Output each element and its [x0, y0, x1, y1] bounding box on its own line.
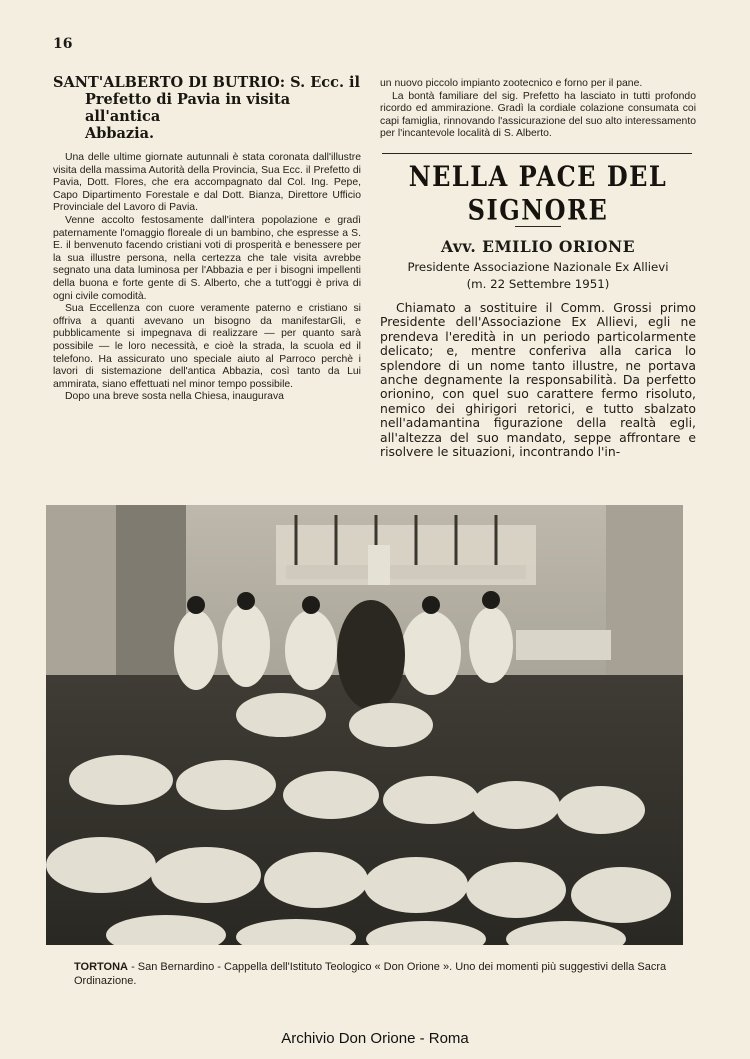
obituary-section-title: NELLA PACE DEL SIGNORE — [408, 159, 668, 227]
right-column — [380, 78, 696, 459]
article-headline — [53, 74, 361, 142]
obituary-date: (m. 22 Settembre 1951) — [466, 276, 610, 291]
article-paragraph: Sua Eccellenza con cuore veramente paterno e cristiano si offriva a quanti avevano un bisogno da manifestarGli, e pubblicamente si impegnava di realizzare — per quanto sarà possibile — le loro necessità, e cioè la strada, la scuola ed il telefono. Ha assicurato uno speciale aiuto al Parroco perchè i lavori di sistemazione dell'antica Abbazia, così tanto da Lui ammirata, siano effettuati nel minor tempo possibile. — [53, 303, 361, 390]
photo-caption — [74, 960, 674, 988]
headline-line-2: Prefetto di Pavia in visita all'antica — [85, 91, 291, 125]
ordination-photo — [46, 505, 683, 945]
section-divider — [382, 153, 692, 154]
article-paragraph: Una delle ultime giornate autunnali è stata coronata dall'illustre visita della massima Autorità della Provincia, Sua Ecc. il Prefetto di Pavia, Dott. Flores, che era accompagnato dal Col. Ing. Pepe, Capo Dipartimento Forestale e dal Dott. Bianza, Direttore Ufficio Provinciale del Lavoro di Pavia. — [53, 152, 361, 214]
obituary-role: Presidente Associazione Nazionale Ex Allievi — [407, 259, 669, 274]
article-continuation: La bontà familiare del sig. Prefetto ha lasciato in tutti profondo ricordo ed ammirazione. Gradì la cordiale colazione consumata coi capi famiglia, rinnovando l'assicurazione del suo alto interessamento per l'incantevole località di S. Alberto. — [380, 90, 696, 140]
left-column — [53, 74, 361, 404]
caption-place: TORTONA — [74, 961, 128, 973]
article-paragraph: Venne accolto festosamente dall'intera popolazione e gradì paternamente l'omaggio floreale di un bambino, che espresse a S. E. il benvenuto facendo cristiani voti di prosperità e benessere per la sua illustre persona, nella certezza che tale visita avrebbe segnato una data luminosa per l'Abbazia e per i bisogni impellenti della buona e forte gente di S. Alberto, che a tutt'oggi è priva di ogni civile comodità. — [53, 214, 361, 302]
caption-text: - San Bernardino - Cappella dell'Istituto Teologico « Don Orione ». Uno dei momenti più suggestivi della Sacra Ordinazione. — [74, 961, 667, 987]
obituary-name: Avv. EMILIO ORIONE — [440, 236, 636, 256]
page-number: 16 — [53, 36, 73, 52]
headline-line-1: SANT'ALBERTO DI BUTRIO: S. Ecc. il — [53, 74, 361, 91]
obituary-text: Chiamato a sostituire il Comm. Grossi primo Presidente dell'Associazione Ex Allievi, egli ne prendeva l'eredità in un periodo particolarmente delicato; e, mentre conferiva alla carica lo splendore di un nome tanto illustre, ne portava anche degnamente la responsabilità. Da perfetto orionino, con quel suo carattere fermo risoluto, nemico dei ghirigori retorici, e tutto sbalzato nell'adamantina figurazione della realtà egli, all'altezza del suo mandato, seppe affrontare e risolvere le situazioni, incontrando l'in- — [380, 299, 696, 460]
article-continuation: un nuovo piccolo impianto zootecnico e forno per il pane. — [380, 78, 643, 89]
headline-line-3: Abbazia. — [85, 125, 155, 142]
archive-footer: Archivio Don Orione - Roma — [281, 1030, 469, 1047]
article-paragraph: Dopo una breve sosta nella Chiesa, inaugurava — [65, 391, 284, 403]
